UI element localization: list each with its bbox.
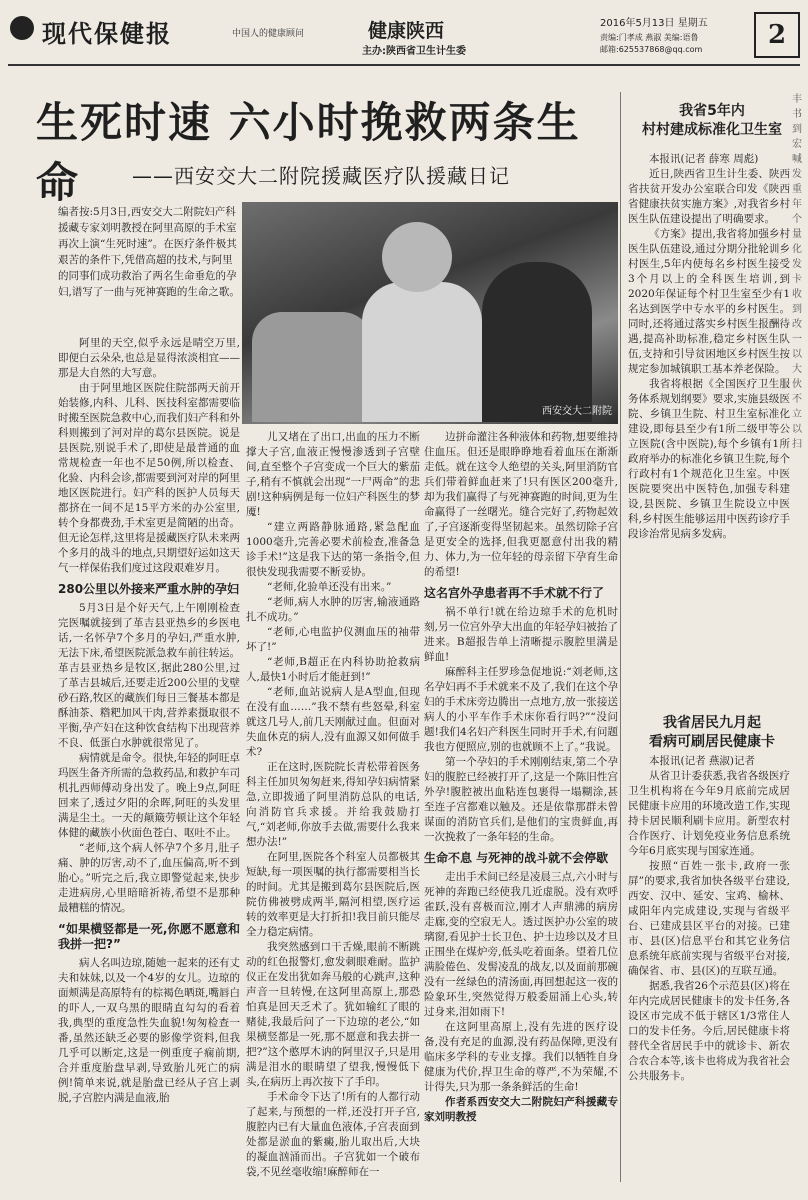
paper-slogan: 中国人的健康顾问 [232, 29, 305, 39]
paragraph: “建立两路静脉通路,紧急配血1000毫升,完善必要术前检查,准备急诊手术!”这是我下达的第一条指令,但很快发现我需要不断妥协。 [246, 521, 420, 578]
paragraph: 据悉,我省26个示范县(区)将在年内完成居民健康卡的发卡任务,各设区市完成不低于辖区1/3常住人口的发卡任务。今后,居民健康卡将替代全省居民手中的就诊卡、新农合农合本等,该卡也将成为我省社会公共服务卡。 [628, 980, 790, 1082]
photo-figure [482, 262, 592, 422]
paragraph: 5月3日是个好天气,上午刚刚检查完医嘱就接到了革吉县亚热乡的乡医电话,一名怀孕7个多月的孕妇,严重水肿,无法下床,希望医院派急救车前往转运。革吉县亚热乡是牧区,据此280公里,过了革吉县城后,还要走近200公里的戈壁砂石路,牧区的藏族们每日三餐基本都是酥油茶、糌粑加风干肉,营养素摄取很不平衡,孕产妇在这种饮食结构下出现营养不良、低蛋白水肿就很常见了。 [58, 602, 240, 749]
paragraph: 由于阿里地区医院住院部两天前开始装修,内科、儿科、医技科室都需要临时搬至医院急救中心,而我们妇产科和外科则搬到了河对岸的葛尔县医院。说是县医院,别说手术了,即使是最普通的血常规检查一年也不足50例,所以检查、化验、内科会诊,都需要到河对岸的阿里地区医院进行。妇产科的医护人员每天都挤在一间不足15平方米的办公室里,转个身都费劲,手术室更是简陋的出奇。但无论怎样,这里将是援藏医疗队未来两个多月的战斗的地点,只期望好运如这天气一样保佑我们度过这段艰难岁月。 [58, 382, 240, 574]
paragraph: 从省卫计委获悉,我省各级医疗卫生机构将在今年9月底前完成居民健康卡应用的环境改造工作,实现持卡居民顺利刷卡应用。新型农村合作医疗、计划免疫业务信息系统今年6月底实现与国家连通。 [628, 770, 790, 857]
byline: 本报讯(记者 薛寒 周彪) [649, 153, 759, 165]
title-line: 我省居民九月起 [663, 715, 761, 731]
byline: 本报讯(记者 燕淑)记者 [649, 755, 756, 767]
article-headline: 生死时速 六小时挽救两条生命 [36, 98, 581, 207]
article-column-1 [58, 336, 240, 1182]
paragraph: “老师,病人水肿的厉害,输液通路扎不成功。” [246, 596, 420, 623]
sidebar-1-title [632, 102, 792, 140]
paragraph: 祸不单行!就在给边琼手术的危机时刻,另一位宫外孕大出血的年轻孕妇被抬了进来。B超报告单上清晰提示腹腔里满是鲜血! [424, 606, 618, 663]
paragraph: 我省将根据《全国医疗卫生服务体系规划纲要》要求,实施县级医院、乡镇卫生院、村卫生室标准化建设,即每县至少有1所二级甲等公立医院(含中医院),每个乡镇有1所政府举办的标准化乡镇卫生院,每个行政村有1个规范化卫生室。中医医院要突出中医特色,加强专科建设,县医院、乡镇卫生院设立中医科,乡村医生能够运用中医药诊疗手段诊治常见病多发病。 [628, 378, 790, 540]
article-subheadline: ——西安交大二附院援藏医疗队援藏日记 [132, 164, 510, 188]
masthead-logo [10, 6, 350, 50]
section-heading: 280公里以外接来严重水肿的孕妇 [58, 582, 240, 596]
paragraph: 手术命令下达了!所有的人都行动了起来,与预想的一样,还没打开子宫,腹腔内已有大量血色液体,子宫表面到处都是淤血的紫癜,胎儿取出后,大块的凝血汹涌而出。子宫犹如一个破布袋,不见丝毫收缩!麻醉师在一 [246, 1091, 420, 1178]
paragraph: “老师,化验单还没有出来。” [267, 581, 392, 593]
paragraph: 《方案》提出,我省将加强乡村医生队伍建设,通过分期分批轮训乡村医生,5年内使每名乡村医生接受3个月以上的全科医生培训,到2020年保证每个村卫生室至少有1名达到医学中专水平的乡村医生。同时,还将通过落实乡村医生报酬待遇,提高补助标准,稳定乡村医生队伍,支持和引导贫困地区乡村医生按规定参加城镇职工基本养老保险。 [628, 228, 790, 375]
title-line: 我省5年内 [679, 103, 745, 119]
title-line: 村村建成标准化卫生室 [642, 122, 782, 138]
paragraph: 儿又堵在了出口,出血的压力不断撑大子宫,血液正慢慢渗透到子宫壁间,直至整个子宫变成一个巨大的紫茄子,稍有不慎就会出现“一尸两命”的悲剧!这种病例是每一位妇产科医生的梦魇! [246, 431, 420, 518]
editors-line: 责编:门孝成 燕淑 美编:语鲁 [600, 33, 699, 42]
section-sponsor: 主办:陕西省卫生计生委 [362, 46, 466, 57]
sidebar-2-body [628, 754, 790, 1182]
paragraph: 近日,陕西省卫生计生委、陕西省扶贫开发办公室联合印发《陕西省健康扶贫实施方案》,对我省乡村医生队伍建设提出了明确要求。 [628, 168, 790, 225]
paragraph: 正在这时,医院院长青松带着医务科主任加贝匆匆赶来,得知孕妇病情紧急,立即拨通了阿里消防总队的电话,向消防官兵求援。并给我鼓励打气,“刘老师,你放手去做,需要什么我来想办法!” [246, 761, 420, 848]
adjacent-page-edge: 丰书到宏喊发重年个量化发卡收到改 一以大伙不立以扫 [792, 94, 802, 450]
article-column-2 [246, 430, 420, 1182]
column-divider [620, 92, 621, 1182]
issue-date: 2016年5月13日 星期五 [600, 18, 708, 29]
editor-note: 编者按:5月3日,西安交大二附院妇产科援藏专家刘明教授在阿里高原的手术室再次上演“生死时速”。在医疗条件极其艰苦的条件下,凭借高超的技术,与阿里的同事们成功救治了两名生命垂危的孕妇,谱写了一曲与死神赛跑的生命之歌。 [58, 206, 240, 298]
paragraph: “老师,心电监护仪测血压的袖带坏了!” [246, 626, 420, 653]
surgery-photo [242, 202, 618, 424]
photo-surgeon [362, 282, 482, 422]
paragraph: 病情就是命令。很快,年轻的阿旺卓玛医生备齐所需的急救药品,和救护车司机扎西师傅动身出发了。晚上9点,阿旺回来了,透过夕阳的余晖,阿旺的头发里满是尘土。一天的颠簸劳顿让这个年轻体健的藏族小伙面色苍白、呕吐不止。 [58, 752, 240, 839]
paragraph: 边拼命灌注各种液体和药物,想要维持住血压。但还是眼睁睁地看着血压在渐渐走低。就在这令人绝望的关头,阿里消防官兵们带着鲜血赶来了!只有医区200毫升,却为我们赢得了与死神赛跑的时间,更为生命赢得了一丝曙光。缝合完好了,药物起效了,子宫逐渐变得坚韧起来。虽然切除子宫是更安全的选择,但我更愿意付出我的精力、体力,为一位年轻的母亲留下孕育生命的希望! [424, 431, 618, 578]
photo-head [382, 222, 452, 292]
article-column-3 [424, 430, 618, 1182]
masthead-rule [8, 64, 800, 66]
paragraph: 阿里的天空,似乎永远是晴空万里,即便白云朵朵,也总是显得浓淡相宜——那是大自然的大写意。 [58, 337, 240, 379]
paragraph: 第一个孕妇的手术刚刚结束,第二个孕妇的腹腔已经被打开了,这是一个陈旧性宫外孕!腹腔被出血粘连包裹得一塌糊涂,甚至连子宫都难以触及。还是依靠那群未曾谋面的消防官兵们,是他们的宝贵鲜血,再一次挽救了一条年轻的生命。 [424, 756, 618, 843]
paper-name: 现代保健报 [42, 19, 172, 48]
paper-logo-icon [10, 16, 34, 40]
paragraph: 在阿里,医院各个科室人员都极其短缺,每一项医嘱的执行都需要相当长的时间。尤其是搬到葛尔县医院后,医院仿佛被劈成两半,隔河相望,医疗运转的效率更是大打折扣!我目前只能尽全力稳定病情。 [246, 851, 420, 938]
paragraph: 病人名叫边琼,随她一起来的还有丈夫和妹妹,以及一个4岁的女儿。边琼的面颊满是高原特有的棕褐色晒斑,嘴唇白的吓人,一双乌黑的眼睛直勾勾的看着我,典型的重度急性失血貌!匆匆检查一番,虽然还缺乏必要的影像学资料,但我几乎可以断定,这是一例重度子痫前期,合并重度胎盘早剥,导致胎儿死亡的病例!简单来说,就是胎盘已经从子宫上剥脱,子宫腔内满是血液,胎 [58, 957, 240, 1104]
paragraph: “老师,B超正在内科协助抢救病人,最快1小时后才能赶到!” [246, 656, 420, 683]
paragraph: 我突然感到口干舌燥,眼前不断跳动的红色报警灯,愈发刺眼难耐。监护仪正在发出犹如奔马般的心跳声,这种声音一旦转慢,在这阿里高原上,那恐怕真是回天乏术了。犹如输红了眼的赌徒,我最后问了一下边琼的老公,“如果横竖都是一死,那不愿意和我去拼一把?”这个憨厚木讷的阿里汉子,只是用满是泪水的眼睛望了望我,慢慢低下头,在病历上再次按下了手印。 [246, 941, 420, 1088]
paragraph: 在这阿里高原上,没有先进的医疗设备,没有充足的血源,没有药品保障,更没有临床多学科的专业支撑。我们以牺牲自身健康为代价,捍卫生命的尊严,不为荣耀,不计得失,只为那一条条鲜活的生命! [424, 1021, 618, 1093]
paragraph: “老师,血站说病人是A型血,但现在没有血……”我不禁有些怒晕,科室就这几号人,前几天刚献过血。但面对失血休克的病人,没有血源又如何做手术? [246, 686, 420, 758]
page-number: 2 [754, 12, 800, 58]
section-title: 健康陕西 [368, 20, 445, 42]
section-heading: 生命不息 与死神的战斗就不会停歇 [424, 851, 609, 865]
article-signature: 作者系西安交大二附院妇产科援藏专家刘明教授 [424, 1096, 618, 1123]
editor-credits [600, 32, 702, 56]
photo-caption: 西安交大二附院 [542, 406, 612, 417]
sidebar-2-title [632, 714, 792, 752]
email-line: 邮箱:625537868@qq.com [600, 45, 703, 54]
photo-figure [252, 312, 372, 422]
section-heading: “如果横竖都是一死,你愿不愿意和我拼一把?” [58, 922, 240, 951]
paragraph: 麻醉科主任罗珍急促地说:“刘老师,这名孕妇再不手术就来不及了,我们在这个孕妇的手术床旁边腾出一点地方,放一张接送病人的小平车作手术床你看行吗?”“没问题!我们4名妇产科医生同时开手术,有问题我也方便照应,别的也就顾不上了。”我说。 [424, 666, 618, 753]
paragraph: “老师,这个病人怀孕7个多月,肚子痛、肿的厉害,动不了,血压偏高,听不到胎心。”听完之后,我立即警觉起来,快步走进病房,心里暗暗祈祷,希望不是那种最糟糕的情况。 [58, 842, 240, 914]
paragraph: 按照“百姓一张卡,政府一张屏”的要求,我省加快各级平台建设,西安、汉中、延安、宝鸡、榆林、咸阳年内完成建设,实现与省级平台、已建成县区平台的对接。已建市、县(区)信息平台和其它业务信息系统年底前实现与省级平台对接,确保省、市、县(区)的互联互通。 [628, 860, 790, 977]
paragraph: 走出手术间已经是凌晨三点,六小时与死神的奔跑已经使我几近虚脱。没有欢呼雀跃,没有喜极而泣,刚才人声鼎沸的病房走廊,变的空寂无人。透过医护办公室的玻璃窗,看见护士长卫色、护士边珍以及才旦正围坐在煤炉旁,低头吃着面条。望着几位满脸倦色、发髻凌乱的战友,以及面前那碗没有一丝绿色的清汤面,再回想起这一夜的险象环生,突然觉得万般委屈涌上心头,转过身来,泪如雨下! [424, 871, 618, 1018]
title-line: 看病可刷居民健康卡 [649, 734, 775, 750]
section-heading: 这名宫外孕患者再不手术就不行了 [424, 586, 605, 600]
